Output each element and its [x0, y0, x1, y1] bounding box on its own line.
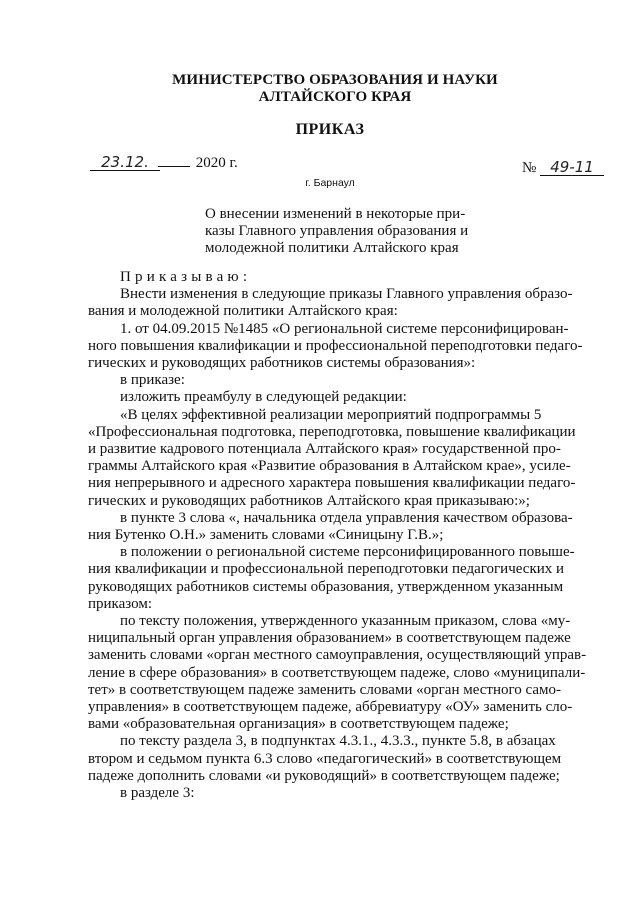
- body-line: Приказываю:: [120, 269, 252, 285]
- date-year: 2020 г.: [195, 155, 238, 171]
- order-body: [88, 269, 591, 802]
- order-date: [90, 154, 238, 172]
- subject-line: казы Главного управления образования и: [205, 223, 469, 239]
- order-number: [522, 159, 604, 177]
- body-line: заменить словами «орган местного самоуправления, осуществляющий управ-: [88, 647, 587, 664]
- body-line: управления» в соответствующем падеже, аббревиатуру «ОУ» заменить сло-: [88, 699, 573, 716]
- body-line: приказом:: [88, 595, 152, 612]
- subject-line: О внесении изменений в некоторые при-: [205, 206, 466, 222]
- subject-line: молодежной политики Алтайского края: [205, 240, 459, 256]
- body-line: ния непрерывного и адресного характера повышения квалификации педаго-: [88, 475, 576, 492]
- body-line: руководящих работников системы образования, утвержденном указанным: [88, 578, 564, 595]
- body-line: и развитие кадрового потенциала Алтайского края» государственной про-: [88, 441, 561, 458]
- date-underline: [158, 166, 190, 167]
- body-line: тет» в соответствующем падеже заменить словами «орган местного само-: [88, 681, 561, 698]
- body-line: падеже дополнить словами «и руководящий» в соответствующем падеже;: [88, 767, 560, 784]
- body-line: гических и руководящих работников системы образования»:: [88, 355, 476, 372]
- order-title: ПРИКАЗ: [295, 121, 365, 138]
- body-line: ниципальный орган управления образованием» в соответствующем падеже: [88, 630, 571, 647]
- handwritten-number: 49-11: [540, 159, 604, 176]
- body-line: граммы Алтайского края «Развитие образования в Алтайском крае», усиле-: [88, 458, 571, 475]
- handwritten-date: 23.12.: [90, 154, 160, 171]
- body-line: ния Бутенко О.Н.» заменить словами «Синицыну Г.В.»;: [88, 527, 444, 544]
- body-line: ление в сфере образования» в соответствующем падеже, слово «муниципали-: [88, 664, 586, 681]
- body-line: втором и седьмом пункта 6.3 слово «педагогический» в соответствующем: [88, 750, 562, 767]
- body-line: «В целях эффективной реализации мероприятий подпрограммы 5: [120, 406, 542, 423]
- body-line: в разделе 3:: [120, 785, 195, 802]
- body-line: «Профессиональная подготовка, переподготовка, повышение квалификации: [88, 423, 576, 440]
- body-line: вания и молодежной политики Алтайского края:: [88, 303, 398, 320]
- body-line: гических и руководящих работников Алтайского края приказываю:»;: [88, 492, 530, 509]
- order-subject: [205, 206, 515, 257]
- body-line: в приказе:: [120, 372, 185, 389]
- body-line: вами «образовательная организация» в соответствующем падеже;: [88, 716, 509, 733]
- body-line: 1. от 04.09.2015 №1485 «О региональной системе персонифицирован-: [120, 320, 569, 337]
- body-line: в положении о региональной системе персонифицированного повыше-: [120, 544, 575, 561]
- ministry-line-1: МИНИСТЕРСТВО ОБРАЗОВАНИЯ И НАУКИ: [172, 72, 498, 88]
- body-line: ного повышения квалификации и профессиональной переподготовки педаго-: [88, 337, 583, 354]
- body-line: изложить преамбулу в следующей редакции:: [120, 389, 407, 406]
- number-sign: №: [522, 160, 537, 176]
- body-line: ния квалификации и профессиональной переподготовки педагогических и: [88, 561, 565, 578]
- body-line: в пункте 3 слова «, начальника отдела управления качеством образова-: [120, 509, 573, 526]
- body-line: по тексту положения, утвержденного указанным приказом, слова «му-: [120, 613, 571, 630]
- city: г. Барнаул: [305, 177, 355, 189]
- ministry-name: [130, 72, 540, 106]
- ministry-line-2: АЛТАЙСКОГО КРАЯ: [258, 89, 412, 105]
- body-line: по тексту раздела 3, в подпунктах 4.3.1., 4.3.3., пункте 5.8, в абзацах: [120, 733, 556, 750]
- body-line: Внести изменения в следующие приказы Главного управления образо-: [120, 286, 573, 303]
